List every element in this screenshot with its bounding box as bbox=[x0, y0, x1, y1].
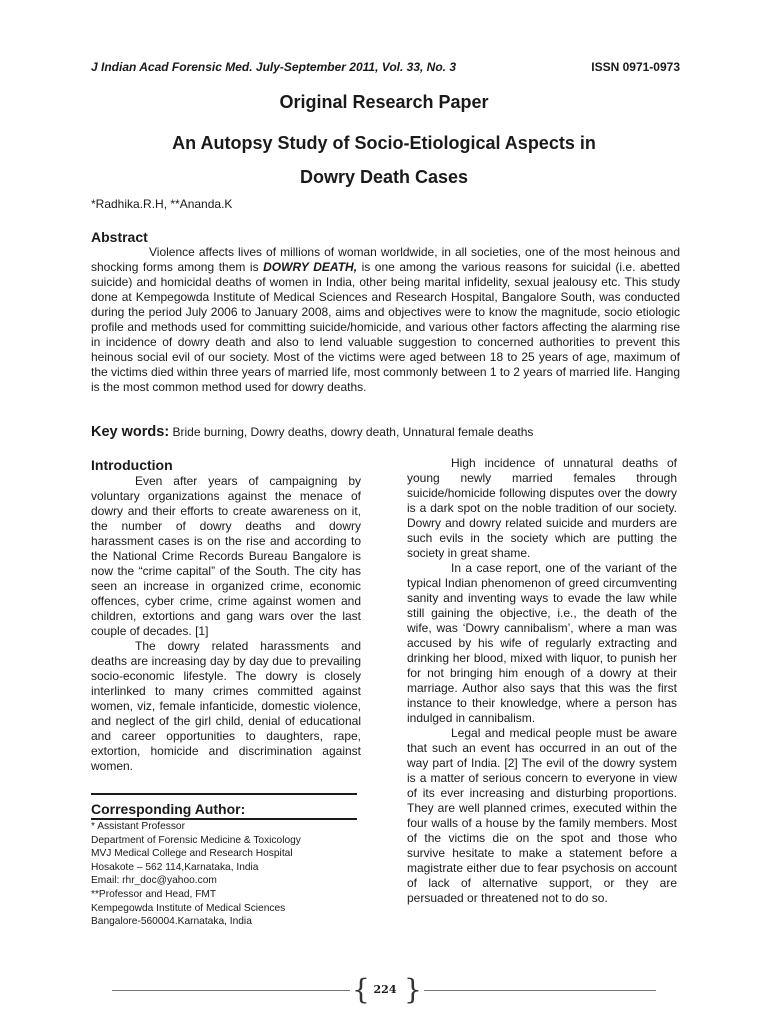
corresponding-author-line: Department of Forensic Medicine & Toxicology bbox=[91, 834, 301, 846]
keywords-text: Bride burning, Dowry deaths, dowry death, Unnatural female deaths bbox=[169, 425, 534, 439]
abstract-body bbox=[91, 245, 680, 395]
corresponding-author-line: Kempegowda Institute of Medical Sciences bbox=[91, 902, 286, 914]
introduction-heading: Introduction bbox=[91, 457, 173, 473]
corresponding-author-line: Bangalore-560004.Karnataka, India bbox=[91, 916, 252, 928]
corresponding-author-email[interactable]: Email: rhr_doc@yahoo.com bbox=[91, 875, 217, 887]
right-column bbox=[407, 456, 677, 906]
right-paragraph-3: Legal and medical people must be aware that such an event has occurred in an out of the way part of India. [2] The evil of the dowry system is a matter of serious concern to everyone in view of its ever increasing and disturbing proportions. They are well planned crimes, executed within the four walls of a house by the family members. Most of the victims die on the spot and those who survive hesitate to make a statement before a magistrate either due to fear psychosis on account of lack of alternative support, or they are persuaded or threatened not to do so. bbox=[407, 726, 677, 905]
corresponding-author-line: **Professor and Head, FMT bbox=[91, 888, 217, 900]
abstract-text-after: is one among the various reasons for suicidal (i.e. abetted suicide) and homicidal deaths of women in India, other being marital infidelity, sexual jealousy etc. This study done at Kempegowda Institute of Medical Sciences and Research Hospital, Bangalore South, was conducted during the period July 2006 to January 2008, aims and objectives were to know the magnitude, socio etiologic profile and methods used for committing suicide/homicide, and various other factors affecting the alarming rise in incidence of dowry death and also to lend valuable suggestion to concerned authorities to prevent this heinous social evil of our society. Most of the victims were aged between 18 to 25 years of age, maximum of the victims died within three years of married life, most commonly between 1 to 2 years of married life. Hanging is the most common method used for dowry deaths. bbox=[91, 260, 680, 394]
journal-citation: J Indian Acad Forensic Med. July-September 2011, Vol. 33, No. 3 bbox=[91, 60, 457, 74]
keywords bbox=[91, 424, 533, 440]
introduction-paragraph-1: Even after years of campaigning by voluntary organizations against the menace of dowry and their efforts to create awareness on it, the number of dowry deaths and dowry harassment cases is on the rise and according to the National Crime Records Bureau Bangalore is now the “crime capital” of the South. The city has seen an increase in organized crime, economic offences, cyber crime, crime against women and children, extortions and gang wars over the last couple of decades. [1] bbox=[91, 474, 361, 638]
corresponding-author-line: MVJ Medical College and Research Hospital bbox=[91, 848, 293, 860]
right-paragraph-1: High incidence of unnatural deaths of young newly married females through suicide/homicide following disputes over the dowry is a dark spot on the noble tradition of our society. Dowry and dowry related suicide and murders are such evils in the society which are putting the society in great shame. bbox=[407, 456, 677, 560]
corresponding-author-rule-top bbox=[91, 793, 357, 795]
paper-type: Original Research Paper bbox=[279, 92, 489, 112]
abstract-text-before: Violence affects lives of millions of woman worldwide, in all societies, one of the most heinous and shocking forms among them is bbox=[91, 245, 680, 274]
footer-bracket-right: } bbox=[404, 973, 422, 1006]
paper-title bbox=[0, 126, 768, 194]
title-line-2: Dowry Death Cases bbox=[299, 167, 469, 187]
title-line-1: An Autopsy Study of Socio-Etiological Aspects in bbox=[172, 133, 596, 153]
corresponding-author-line: Hosakote – 562 114,Karnataka, India bbox=[91, 861, 259, 873]
page-number: 224 bbox=[373, 983, 397, 996]
introduction-paragraph-2: The dowry related harassments and deaths are increasing day by day due to prevailing socio-economic lifestyle. The dowry is closely interlinked to many crimes committed against women, viz, female infanticide, domestic violence, and neglect of the girl child, denial of educational and career opportunities to daughters, rape, extortion, homicide and discrimination against women. bbox=[91, 639, 361, 773]
corresponding-author-heading: Corresponding Author: bbox=[91, 801, 246, 817]
corresponding-author-line: * Assistant Professor bbox=[91, 821, 185, 832]
footer-line-left bbox=[112, 990, 350, 991]
corresponding-author-details bbox=[91, 820, 301, 929]
footer-line-right bbox=[424, 990, 656, 991]
abstract-heading: Abstract bbox=[91, 229, 148, 245]
right-paragraph-2: In a case report, one of the variant of the typical Indian phenomenon of greed circumventing sanity and inventing ways to evade the law while still gaining the objective, i.e., the death of the wife, was ‘Dowry cannibalism’, where a man was accused by his wife of regularly extracting and drinking her blood, mixed with liquor, to punish her for not bringing him enough of a dowry at their marriage. Author also says that this was the first instance to their knowledge, where a person has indulged in cannibalism. bbox=[407, 561, 677, 725]
left-column bbox=[91, 457, 361, 774]
abstract-emphasis: DOWRY DEATH, bbox=[263, 260, 358, 274]
issn: ISSN 0971-0973 bbox=[591, 60, 680, 74]
journal-header bbox=[91, 60, 680, 74]
footer-bracket-left: { bbox=[352, 973, 370, 1006]
keywords-label: Key words: bbox=[91, 424, 170, 440]
authors: *Radhika.R.H, **Ananda.K bbox=[91, 197, 233, 211]
